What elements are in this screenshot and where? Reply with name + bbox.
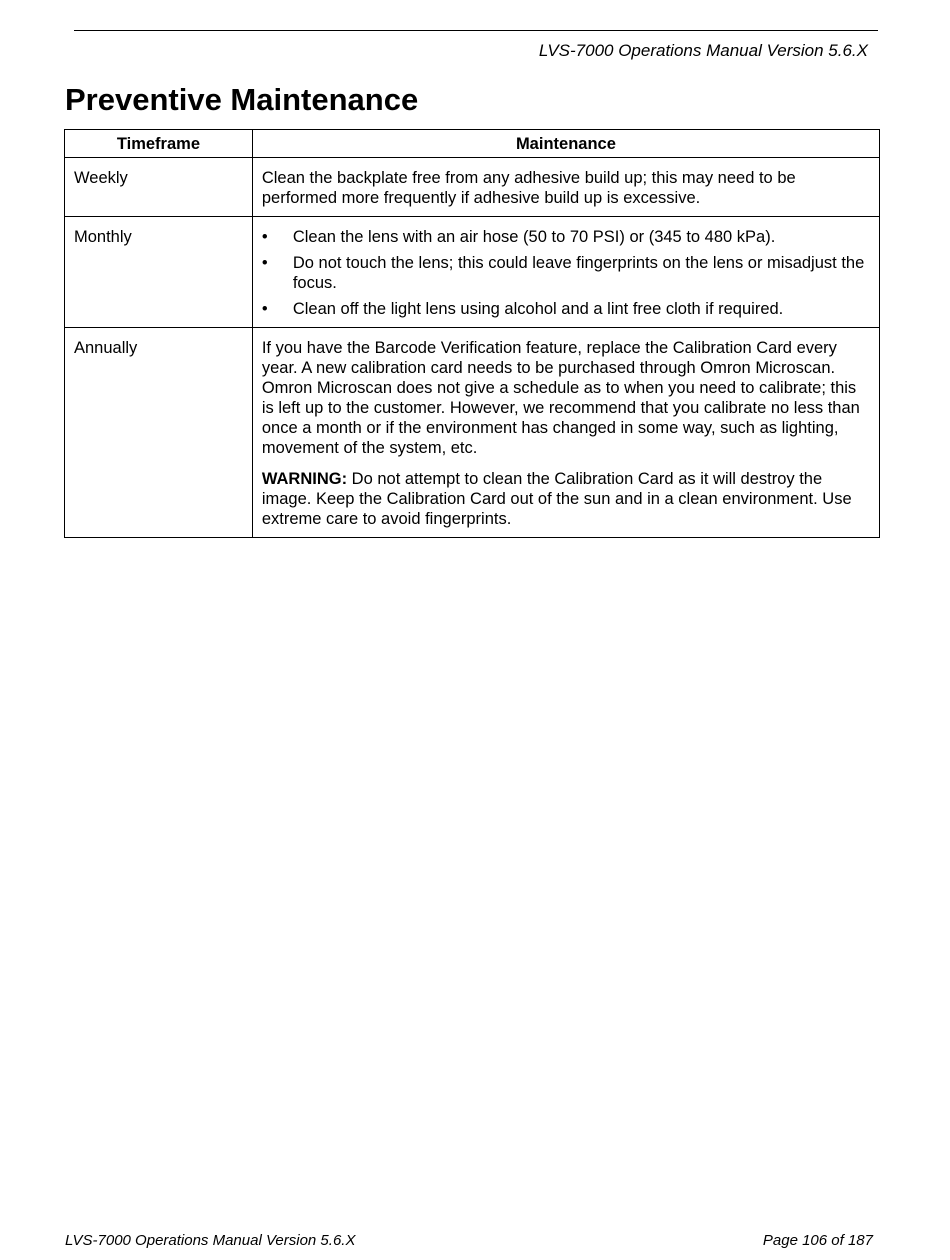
column-header-timeframe: Timeframe [65,130,253,158]
timeframe-cell: Weekly [65,158,253,217]
list-item-text: Clean the lens with an air hose (50 to 70 PSI) or (345 to 480 kPa). [292,228,776,246]
list-item [262,299,869,319]
column-header-maintenance: Maintenance [252,130,879,158]
bullet-icon: • [261,300,268,318]
page-title: Preventive Maintenance [65,82,419,117]
warning-paragraph [262,469,869,529]
footer-manual-title: LVS-7000 Operations Manual Version 5.6.X [65,1232,356,1249]
list-item-text: Do not touch the lens; this could leave fingerprints on the lens or misadjust the focus. [292,254,865,292]
list-item-text: Clean off the light lens using alcohol and a lint free cloth if required. [292,300,784,318]
table-row-annually [65,328,880,538]
table-header-row [65,130,880,158]
timeframe-cell: Annually [65,328,253,538]
table-row-weekly [65,158,880,217]
running-header: LVS-7000 Operations Manual Version 5.6.X [538,41,868,60]
timeframe-cell: Monthly [65,217,253,328]
maintenance-table [64,129,880,538]
warning-label: WARNING: [261,470,348,488]
footer-page-number: Page 106 of 187 [762,1232,873,1249]
list-item [262,227,869,247]
calibration-paragraph: If you have the Barcode Verification feature, replace the Calibration Card every year. A new calibration card needs to be purchased through Omron Microscan. Omron Microscan does not give a schedule as to when you need to calibrate; this is left up to the customer. However, we recommend that you calibrate no less than once a month or if the environment has changed in some way, such as lighting, movement of the system, etc. [261,339,860,457]
header-rule [74,30,878,31]
bullet-icon: • [261,228,268,246]
maintenance-cell [252,217,879,328]
warning-text: Do not attempt to clean the Calibration Card as it will destroy the image. Keep the Calibration Card out of the sun and in a clean environment. Use extreme care to avoid fingerprints. [261,470,852,528]
monthly-task-list [262,227,869,319]
maintenance-cell [252,328,879,538]
table-row-monthly [65,217,880,328]
bullet-icon: • [261,254,268,272]
maintenance-cell: Clean the backplate free from any adhesive build up; this may need to be performed more frequently if adhesive build up is excessive. [252,158,879,217]
list-item [262,253,869,293]
